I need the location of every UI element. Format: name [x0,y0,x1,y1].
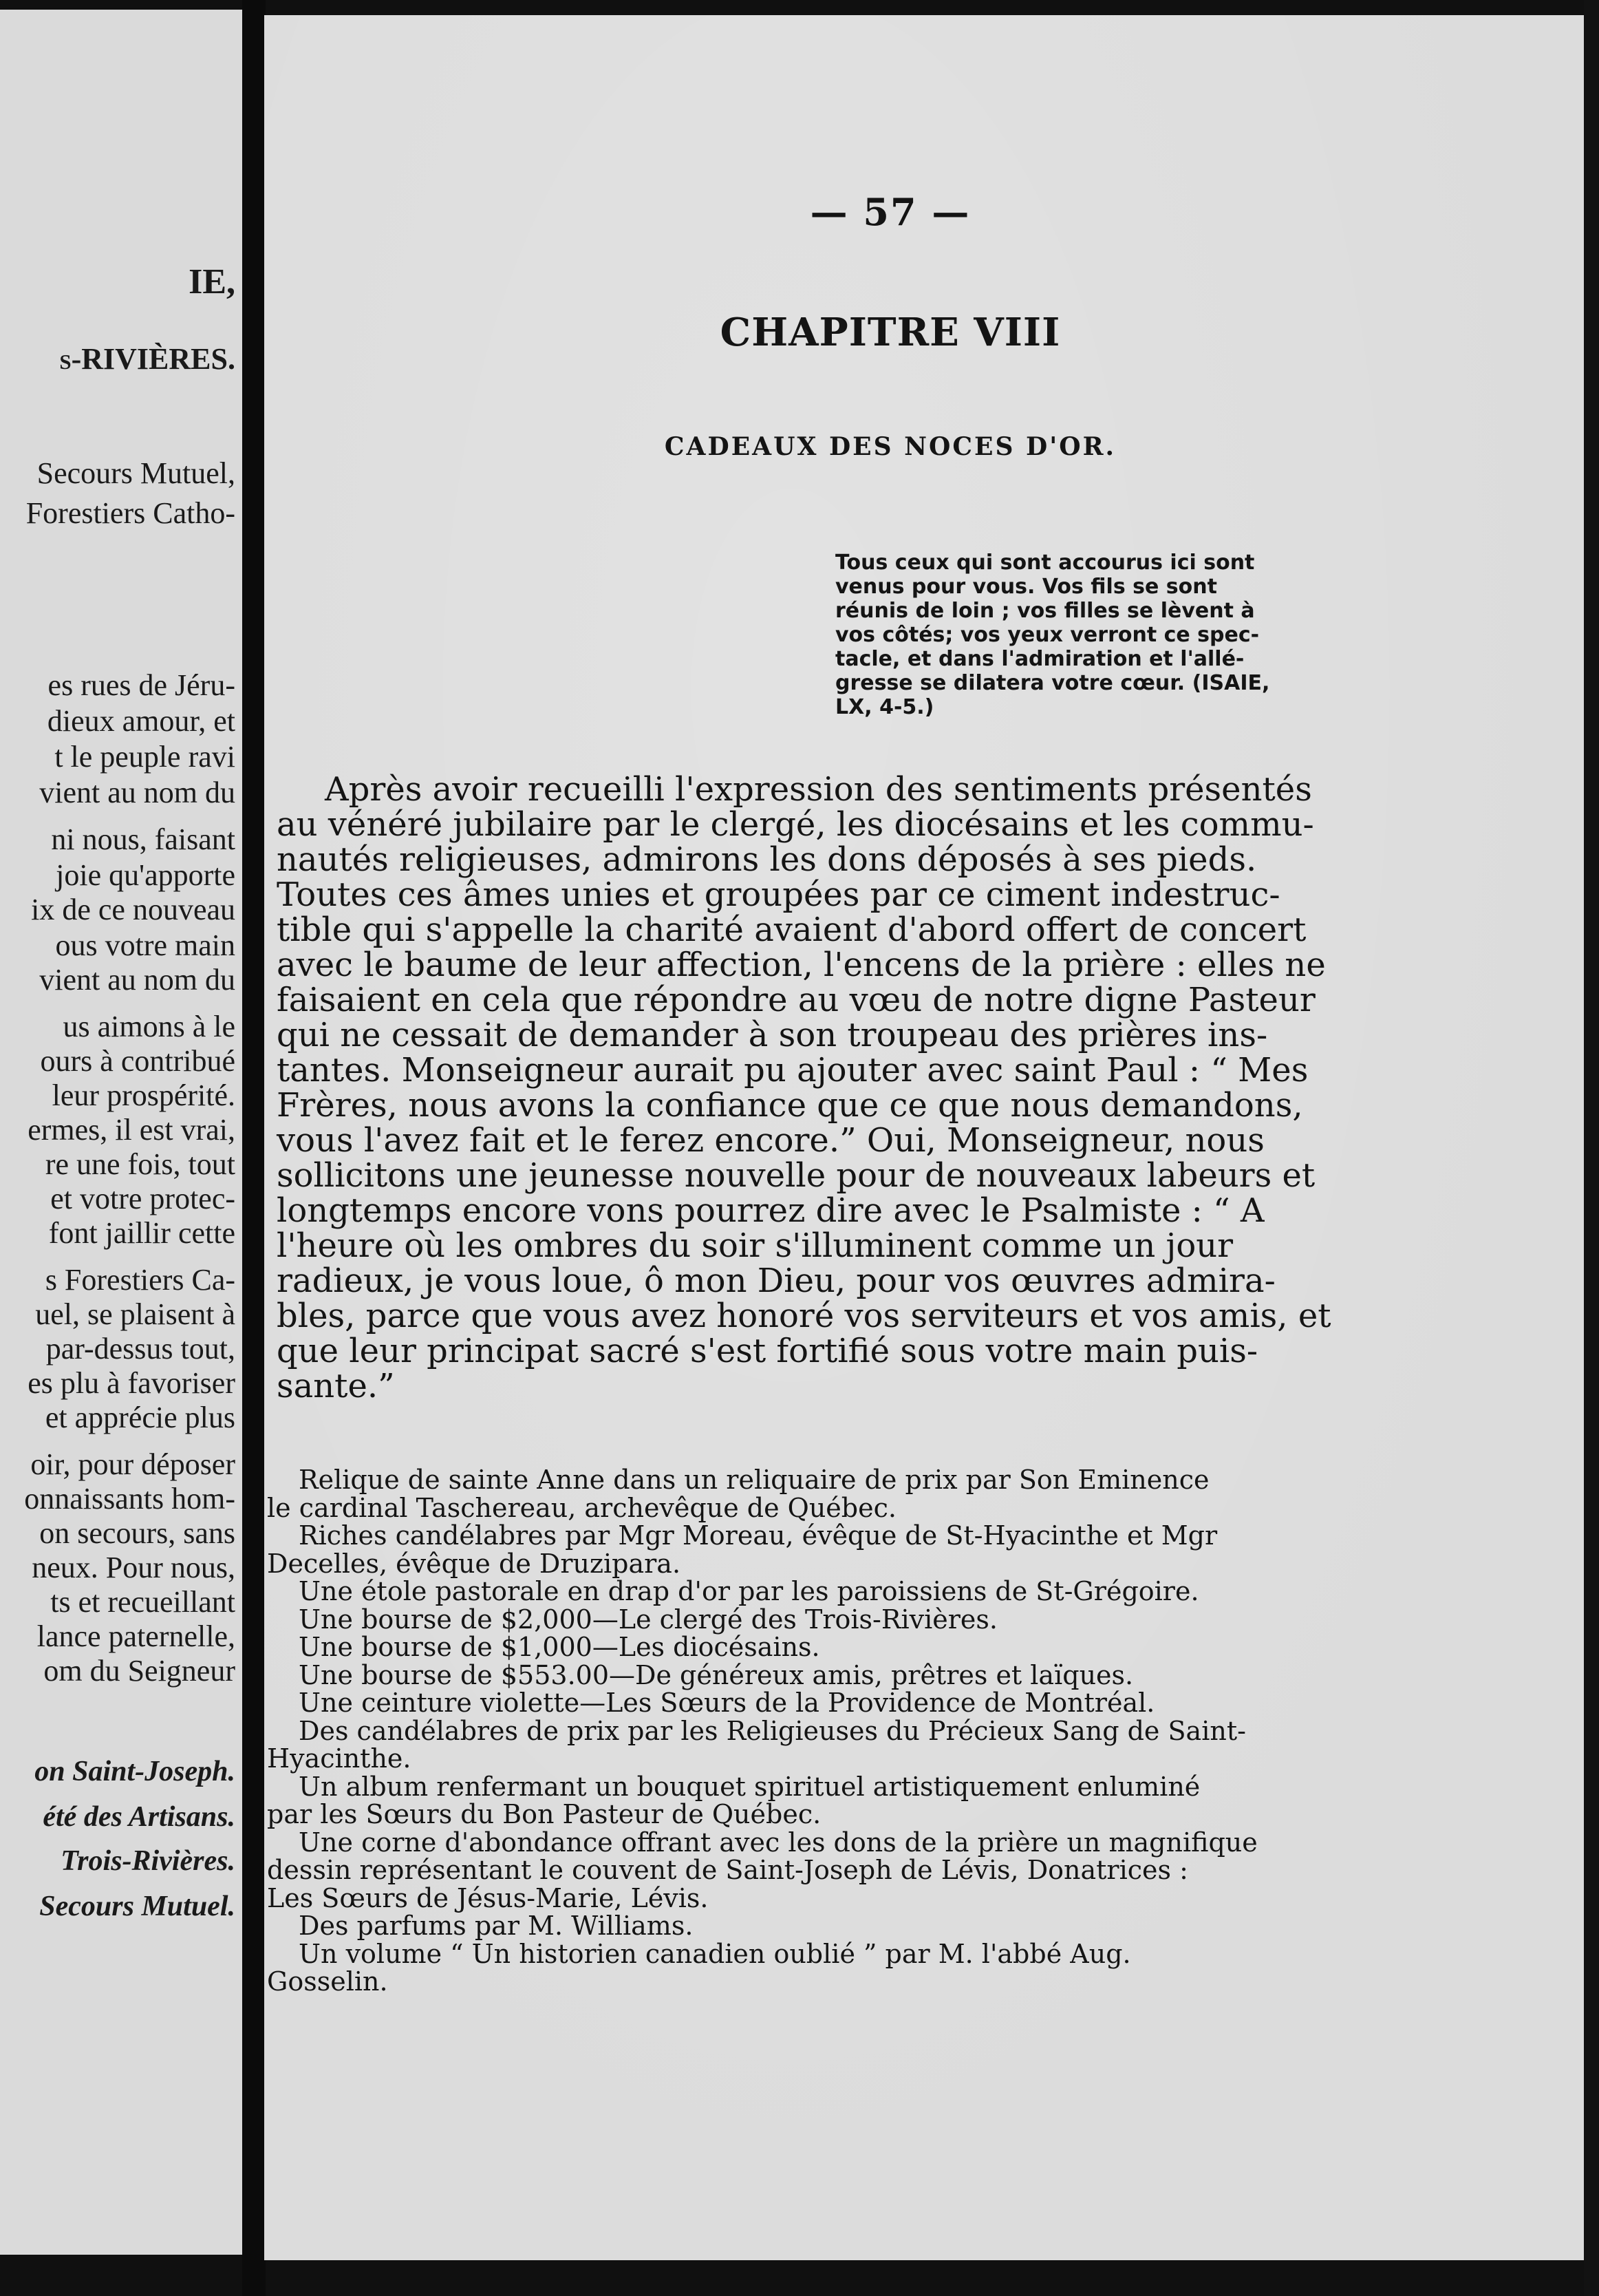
body-line: tantes. Monseigneur aurait pu ajouter avec saint Paul : “ Mes [277,1051,1309,1089]
body-line: avec le baume de leur affection, l'encens de la prière : elles ne [277,946,1326,984]
gift-list-item: Une bourse de $1,000—Les diocésains. [299,1632,820,1662]
gift-list-item: Des candélabres de prix par les Religieuses du Précieux Sang de Saint- [299,1716,1246,1746]
previous-page-line: été des Artisans. [43,1801,235,1833]
gift-list-item: dessin représentant le couvent de Saint-Joseph de Lévis, Donatrices : [267,1855,1188,1885]
gift-list-item: Un album renfermant un bouquet spirituel artistiquement enluminé [299,1772,1201,1802]
body-line: sollicitons une jeunesse nouvelle pour de nouveaux labeurs et [277,1156,1316,1195]
previous-page-line: Forestiers Catho- [25,496,235,530]
previous-page-line: neux. Pour nous, [32,1551,235,1584]
gift-list-item: Une ceinture violette—Les Sœurs de la Providence de Montréal. [299,1688,1155,1718]
body-line: au vénéré jubilaire par le clergé, les diocésains et les commu- [277,805,1314,844]
previous-page-line: ix de ce nouveau [31,893,235,926]
previous-page-line: lance paternelle, [36,1619,235,1653]
gift-list-item: Relique de sainte Anne dans un reliquaire de prix par Son Eminence [299,1465,1210,1495]
previous-page-line: ours à contribué [40,1044,235,1078]
previous-page-line: es plu à favoriser [28,1366,235,1400]
epigraph-line: Tous ceux qui sont accourus ici sont [835,551,1255,575]
previous-page-strip [0,10,242,2255]
gift-list-item: Decelles, évêque de Druzipara. [267,1549,681,1579]
previous-page-line: joie qu'apporte [56,858,235,892]
previous-page-line: dieux amour, et [47,704,235,738]
previous-page-line: et apprécie plus [45,1401,235,1434]
body-line: vous l'avez fait et le ferez encore.” Oui, Monseigneur, nous [277,1121,1265,1160]
body-line: radieux, je vous loue, ô mon Dieu, pour vos œuvres admira- [277,1262,1276,1300]
gift-list-item: Les Sœurs de Jésus-Marie, Lévis. [267,1883,709,1913]
gift-list-item: Un volume “ Un historien canadien oublié ” par M. l'abbé Aug. [299,1939,1131,1969]
previous-page-line: vient au nom du [39,776,235,809]
page [264,15,1584,2260]
book-gutter [242,0,266,2296]
epigraph-line: gresse se dilatera votre cœur. (ISAIE, [835,671,1270,695]
body-line: faisaient en cela que répondre au vœu de notre digne Pasteur [277,981,1316,1019]
page-number: — 57 — [810,190,971,234]
gift-list-item: Hyacinthe. [267,1743,411,1774]
epigraph-line: venus pour vous. Vos fils se sont [835,575,1217,599]
gift-list-item: Une bourse de $2,000—Le clergé des Trois-Rivières. [299,1604,998,1635]
body-line: tible qui s'appelle la charité avaient d'abord offert de concert [277,911,1307,949]
previous-page-line: uel, se plaisent à [35,1297,235,1331]
previous-page-line: ermes, il est vrai, [28,1113,235,1147]
scan-edge [1584,0,1599,2296]
body-line: nautés religieuses, admirons les dons déposés à ses pieds. [277,840,1257,879]
body-line: qui ne cessait de demander à son troupeau des prières ins- [277,1016,1268,1054]
epigraph-line: vos côtés; vos yeux verront ce spec- [835,623,1260,647]
previous-page-line: Secours Mutuel, [36,456,235,490]
epigraph-line: réunis de loin ; vos filles se lèvent à [835,599,1255,623]
gift-list-item: Une bourse de $553.00—De généreux amis, prêtres et laïques. [299,1660,1134,1690]
previous-page-line: et votre protec- [50,1182,235,1215]
previous-page-line: ts et recueillant [50,1585,235,1619]
previous-page-line: s-RIVIÈRES. [59,342,235,376]
body-line: bles, parce que vous avez honoré vos serviteurs et vos amis, et [277,1297,1331,1335]
previous-page-line: leur prospérité. [52,1078,235,1112]
epigraph-line: tacle, et dans l'admiration et l'allé- [835,647,1245,671]
body-line: Après avoir recueilli l'expression des sentiments présentés [325,770,1312,809]
gift-list-item: Gosselin. [267,1966,388,1997]
epigraph-line: LX, 4-5.) [835,695,934,719]
previous-page-line: re une fois, tout [45,1147,235,1181]
previous-page-line: Secours Mutuel. [39,1891,235,1922]
previous-page-line: font jaillir cette [48,1216,235,1250]
previous-page-line: on Saint-Joseph. [34,1756,235,1787]
gift-list-item: Une étole pastorale en drap d'or par les paroissiens de St-Grégoire. [299,1576,1199,1606]
previous-page-line: onnaissants hom- [24,1482,235,1516]
gift-list-item: par les Sœurs du Bon Pasteur de Québec. [267,1799,822,1829]
previous-page-line: vient au nom du [39,963,235,997]
body-line: l'heure où les ombres du soir s'illuminent comme un jour [277,1226,1234,1265]
previous-page-line: oir, pour déposer [30,1447,235,1481]
body-line: Toutes ces âmes unies et groupées par ce ciment indestruc- [277,875,1280,914]
body-line: Frères, nous avons la confiance que ce que nous demandons, [277,1086,1303,1125]
body-line: que leur principat sacré s'est fortifié sous votre main puis- [277,1332,1258,1370]
body-line: longtemps encore vons pourrez dire avec le Psalmiste : “ A [277,1191,1265,1230]
previous-page-line: s Forestiers Ca- [45,1263,235,1297]
previous-page-line: on secours, sans [39,1516,235,1550]
chapter-title: CHAPITRE VIII [720,310,1061,355]
previous-page-line: om du Seigneur [43,1654,235,1688]
previous-page-line: es rues de Jéru- [47,668,235,702]
previous-page-line: ni nous, faisant [51,822,235,856]
previous-page-line: par-dessus tout, [45,1332,235,1365]
previous-page-line: t le peuple ravi [54,740,235,774]
previous-page-line: ous votre main [55,928,235,962]
gift-list-item: le cardinal Taschereau, archevêque de Québec. [267,1493,897,1523]
previous-page-line: IE, [189,262,235,301]
previous-page-line: us aimons à le [63,1010,235,1043]
gift-list-item: Riches candélabres par Mgr Moreau, évêque de St-Hyacinthe et Mgr [299,1520,1218,1551]
body-line: sante.” [277,1367,395,1405]
gift-list-item: Des parfums par M. Williams. [299,1911,694,1941]
previous-page-line: Trois-Rivières. [61,1845,235,1877]
section-title: CADEAUX DES NOCES D'OR. [664,432,1117,461]
gift-list-item: Une corne d'abondance offrant avec les dons de la prière un magnifique [299,1827,1258,1858]
